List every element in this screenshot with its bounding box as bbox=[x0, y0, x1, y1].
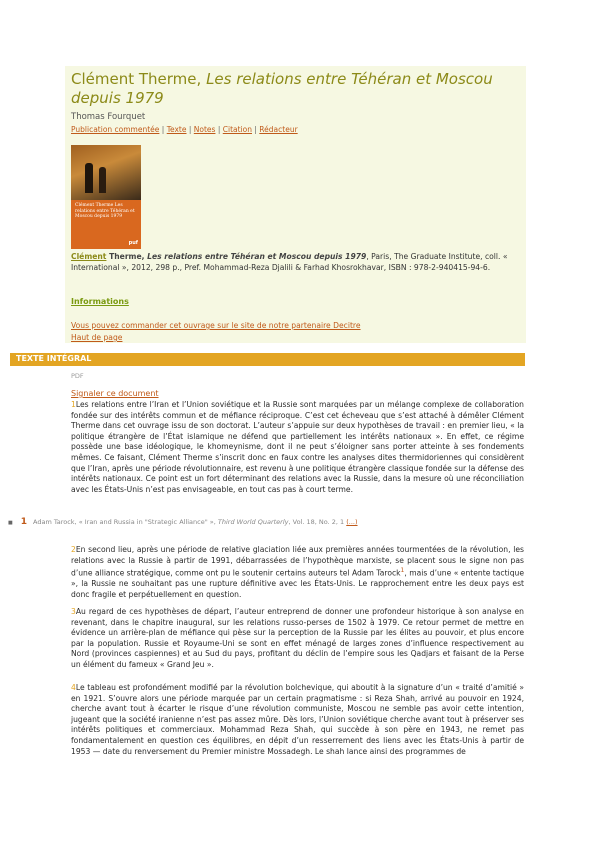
section-header: TEXTE INTÉGRAL bbox=[10, 353, 525, 366]
reviewer-name: Thomas Fourquet bbox=[71, 112, 146, 122]
footnote: ■ 1 Adam Tarock, « Iran and Russia in "Strategic Alliance" », Third World Quarterly, Vol. 18, No. 2, 1 (...) bbox=[8, 517, 358, 527]
informations-link[interactable]: Informations bbox=[71, 297, 129, 306]
footnote-ref[interactable]: 1 bbox=[400, 567, 405, 575]
publisher-logo: puf bbox=[128, 240, 138, 246]
paragraph-3: 3Au regard de ces hypothèses de départ, l’auteur entreprend de donner une profondeur historique à son analyse en revenant, dans le chapitre inaugural, sur les relations russo-perses de 1502 à 1979. Ce retour permet de mettre en évidence un arrière-plan de méfiance qui pèse sur la perception de la Russie par les élites au pouvoir, et plus encore par la population. Russie et Royaume-Uni se sont en effet ménagé de larges zones d’influence respectivement au Nord (provinces caspiennes) et au Sud du pays, profitant du déclin de l’empire sous les Qadjars et faisant de la Perse un élément du fameux « Grand Jeu ». bbox=[71, 607, 524, 669]
footnote-more-link[interactable]: (...) bbox=[346, 518, 358, 526]
cover-photo bbox=[71, 145, 141, 200]
document-nav: Publication commentée | Texte | Notes | Citation | Rédacteur bbox=[71, 125, 298, 134]
nav-redacteur[interactable]: Rédacteur bbox=[259, 125, 298, 134]
citation-author-link[interactable]: Clément bbox=[71, 252, 107, 261]
report-document-link[interactable]: Signaler ce document bbox=[71, 389, 159, 398]
paragraph-4: 4Le tableau est profondément modifié par la révolution bolchevique, qui aboutit à la signature d’un « traité d’amitié » en 1921. S’ouvre alors une période marquée par un certain pragmatisme : si Reza Shah, arrivé au pouvoir en 1924, cherche avant tout à écarter le risque d’une révolution communiste, Moscou ne semble pas avoir cette intention, jugeant que la société iranienne n’est pas assez mûre. Dès lors, l’Union soviétique cherche avant tout à préserver ses intérêts politiques et commerciaux. Mohammad Reza Shah, qui succède à son père en 1943, ne remet pas fondamentalement en question ces équilibres, en dépit d’un resserrement des liens avec les États-Unis à partir de 1953 — date du renversement du Premier ministre Mossadegh. Le shah lance ainsi des programmes de bbox=[71, 683, 524, 756]
book-cover-image bbox=[71, 145, 141, 249]
page-title: Clément Therme, Les relations entre Téhéran et Moscou depuis 1979 bbox=[71, 70, 493, 107]
nav-notes[interactable]: Notes bbox=[193, 125, 216, 134]
book-citation: Clément Therme, Les relations entre Téhéran et Moscou depuis 1979, Paris, The Graduate Institute, coll. « International », 2012, 298 p., Pref. Mohammad-Reza Djalili & Farhad Khosrokhavar, ISBN : 978-2-940415-94-6. bbox=[71, 252, 508, 272]
cover-text: Clément Therme Les relations entre Téhéran et Moscou depuis 1979 bbox=[75, 203, 135, 219]
paragraph-2: 2En second lieu, après une période de relative glaciation liée aux premières années tourmentées de la révolution, les relations avec la Russie à partir de 1991, débarrassées de l’hypothèque marxiste, se placent sous le signe non pas d’une alliance stratégique, comme ont pu le soutenir certains auteurs tel Adam Tarock$^1$, mais d’une « entente tactique », la Russie ne souhaitant pas une rupture définitive avec les États-Unis. Le rapprochement entre les deux pays est donc fragile et perpétuellement en question. bbox=[71, 545, 524, 599]
nav-texte[interactable]: Texte bbox=[166, 125, 187, 134]
pdf-label[interactable]: PDF bbox=[71, 372, 84, 380]
paragraph-number: 1 bbox=[71, 400, 76, 409]
nav-publication[interactable]: Publication commentée bbox=[71, 125, 160, 134]
paragraph-1: 1Les relations entre l’Iran et l’Union soviétique et la Russie sont marquées par un mélange complexe de collaboration fondée sur des intérêts commun et de méfiance réciproque. C’est cet écheveau que s’est attaché à démêler Clément Therme dans cet ouvrage issu de son doctorat. L’auteur s’appuie sur deux hypothèses de travail : en premier lieu, « la politique étrangère de l’État islamique ne défend que partiellement les intérêts nationaux ». En effet, ce régime possède une base idéologique, le khomeynisme, dont il ne peut s’éloigner sans porter atteinte à ses fondements mêmes. Ce faisant, Clément Therme s’inscrit donc en faux contre les analyses dites thermidoriennes qui considèrent que l’Iran, après une période révolutionnaire, est revenu à une politique étrangère classique fondée sur la défense des intérêts nationaux. Ce point est un fort déterminant des relations avec la Russie, dans la mesure où une réconciliation avec les États-Unis n’est pas envisageable, en tout cas pas à court terme. bbox=[71, 400, 524, 494]
nav-citation[interactable]: Citation bbox=[222, 125, 252, 134]
order-link[interactable]: Vous pouvez commander cet ouvrage sur le site de notre partenaire Decitre bbox=[71, 321, 361, 330]
back-to-top-link[interactable]: Haut de page bbox=[71, 333, 123, 342]
footnote-number[interactable]: 1 bbox=[20, 517, 27, 527]
